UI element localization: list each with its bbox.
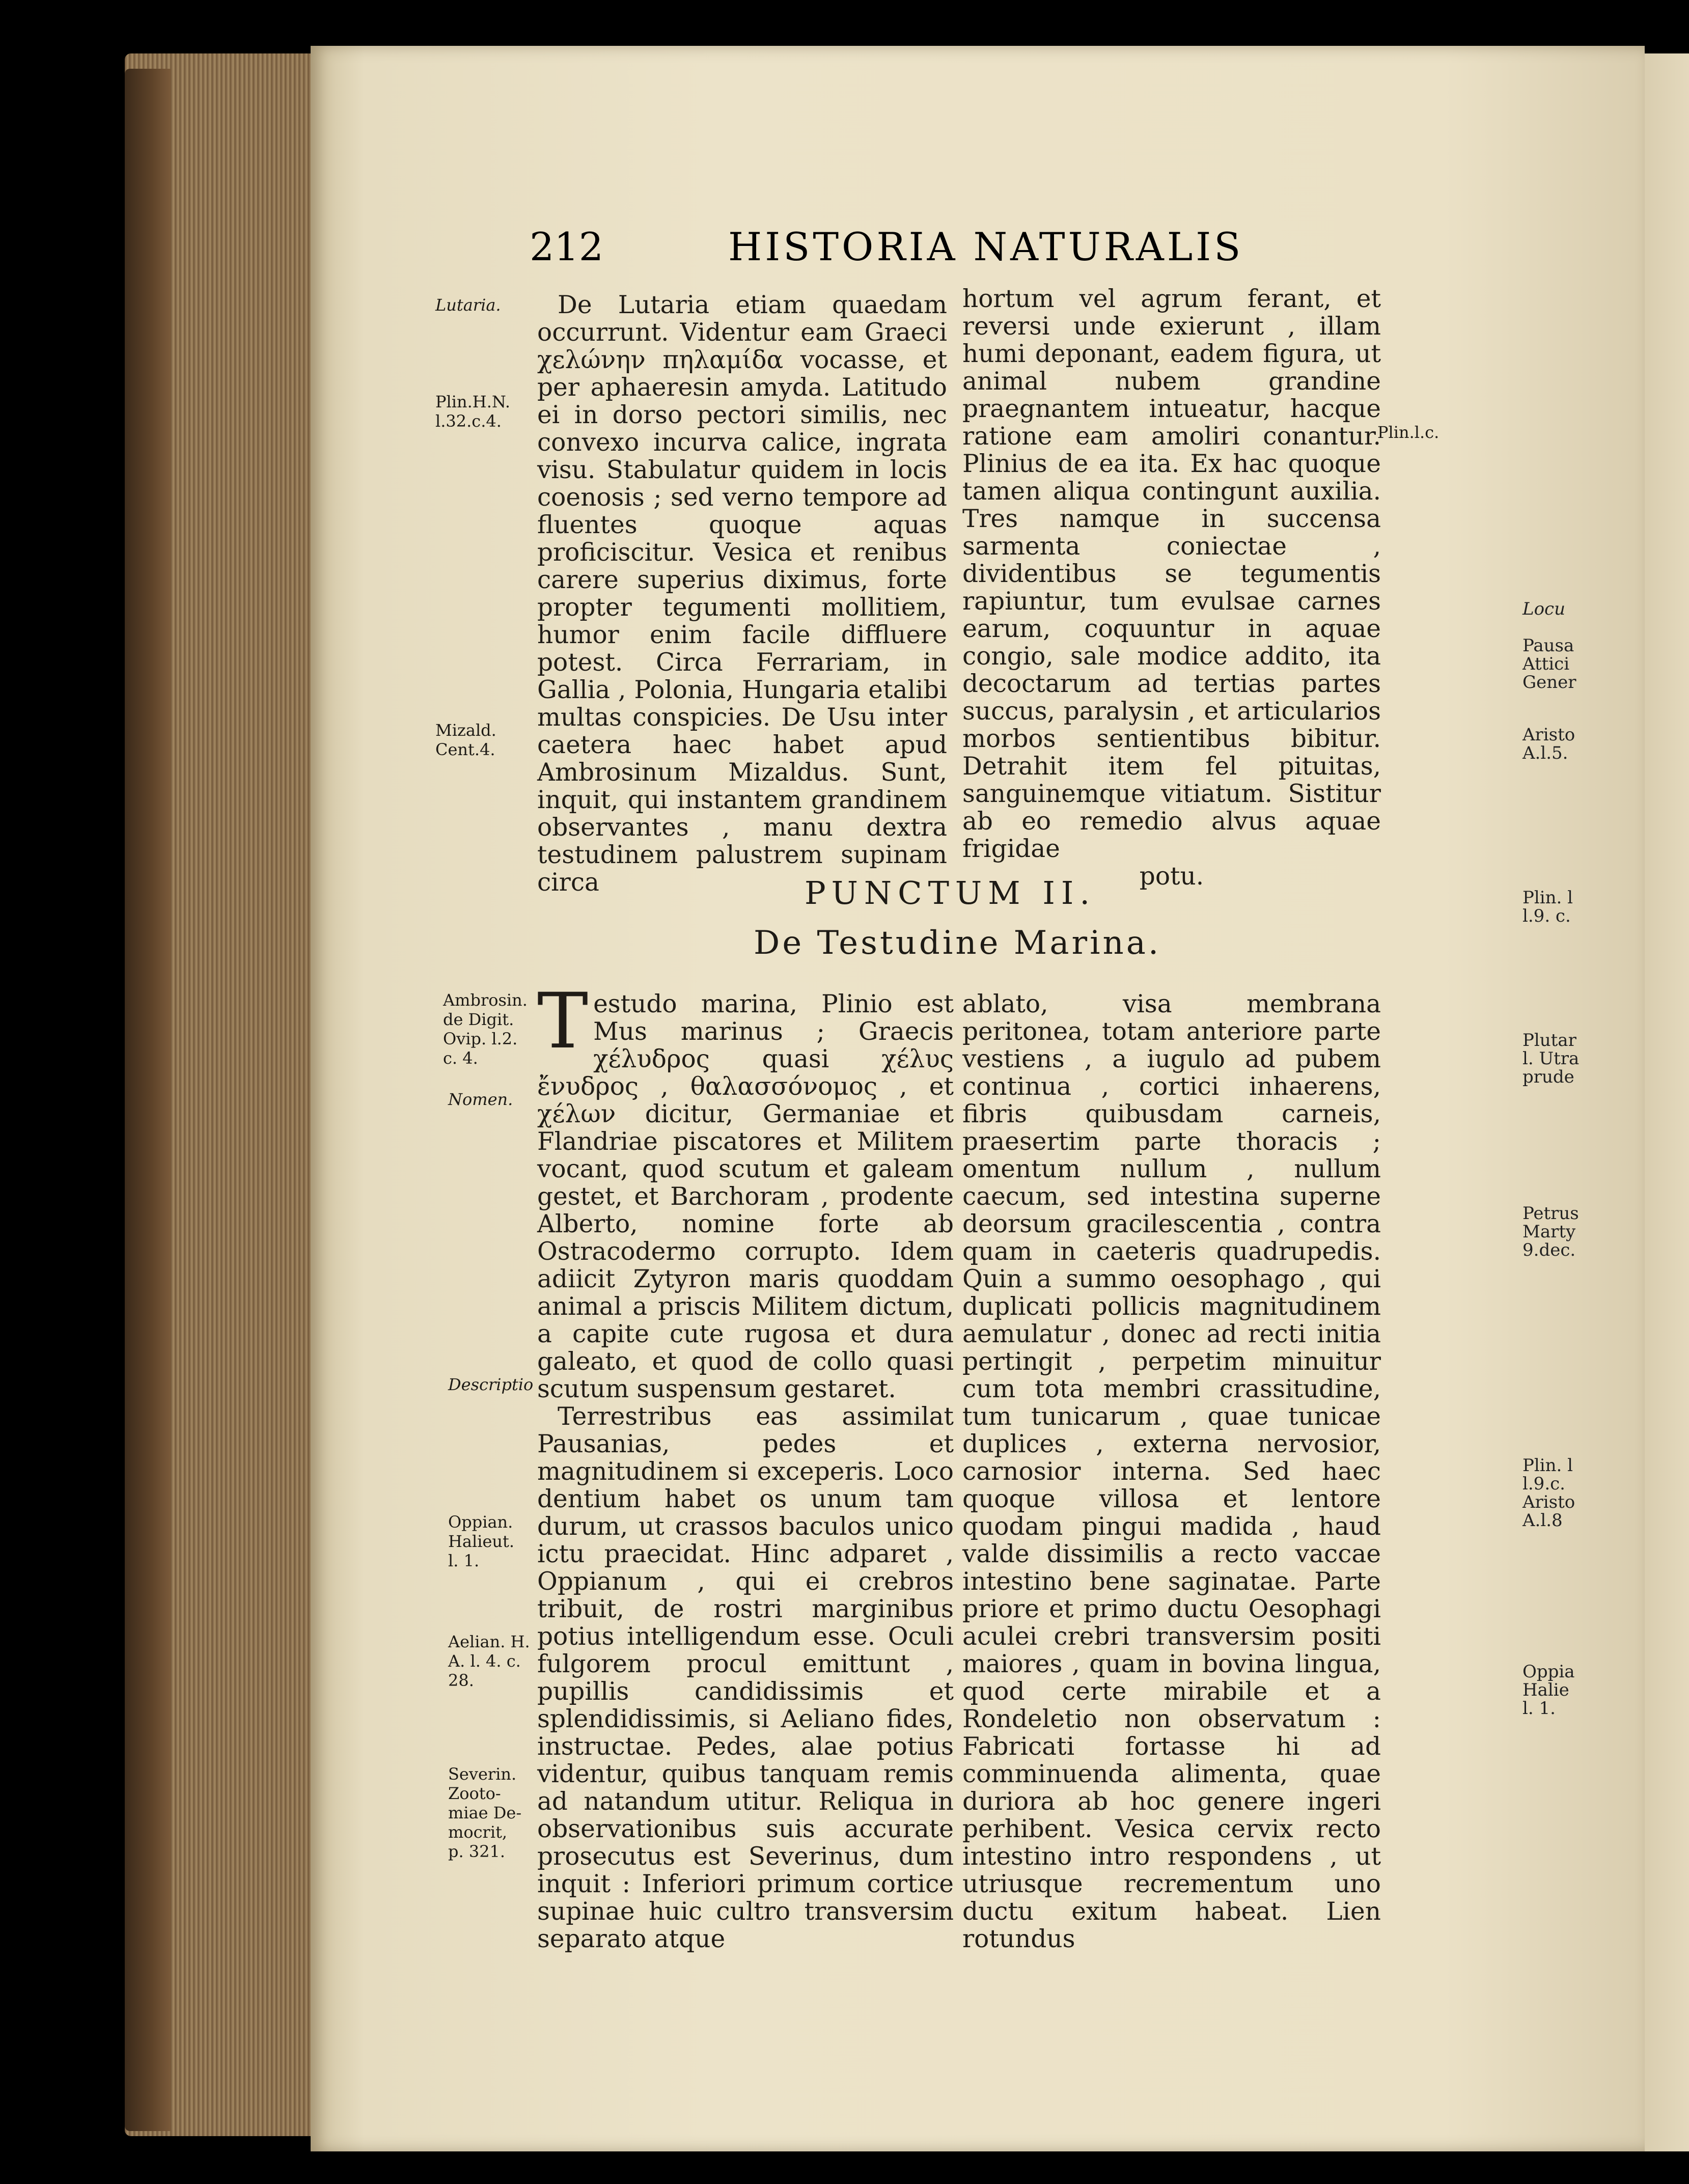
margin-note: Descriptio bbox=[448, 1375, 534, 1394]
margin-note: Severin. Zooto- miae De- mocrit, p. 321. bbox=[448, 1764, 522, 1861]
facing-margin-note: Plin. l l.9.c. Aristo A.l.8 bbox=[1522, 1455, 1575, 1531]
facing-margin-note: Plin. l l.9. c. bbox=[1522, 888, 1573, 926]
facing-margin-note: Aristo A.l.5. bbox=[1522, 725, 1575, 763]
margin-note: Plin.H.N. l.32.c.4. bbox=[435, 392, 510, 431]
book-spine bbox=[125, 69, 171, 2131]
margin-note: Ambrosin. de Digit. Ovip. l.2. c. 4. bbox=[443, 990, 528, 1068]
text-column bbox=[537, 291, 947, 896]
paragraph-text: estudo marina, Plinio est Mus marinus ; Graecis χέλυδρος quasi χέλυς ἔνυδρος , θαλασσόνομος , et χέλων dicitur, Germaniae et Flandriae piscatores et Militem vocant, quod scutum et galeam gestet, et Barchoram , prodente Alberto, nomine forte ab Ostracodermo corrupto. Idem adiicit Zytyron maris quoddam animal a priscis Militem dictum, a capite cute rugosa et dura galeato, et quod de collo quasi scutum suspensum gestaret. bbox=[537, 990, 954, 1403]
paragraph: ablato, visa membrana peritonea, totam anteriore parte vestiens , a iugulo ad pubem continua , cortici inhaerens, fibris quibusdam carneis, praesertim parte thoracis ; omentum nullum , nullum caecum, sed intestina superne deorsum gracilescentia , contra quam in caeteris quadrupedis. Quin a summo oesophago , qui duplicati pollicis magnitudinem aemulatur , donec ad recti initia pertingit , perpetim minuitur cum tota membri crassitudine, tum tunicarum , quae tunicae duplices , externa nervosior, carnosior interna. Sed haec quoque villosa et lentore quodam pingui madida , haud valde dissimilis a recto vaccae intestino bene saginatae. Parte priore et primo ductu Oesophagi aculei crebri transversim positi maiores , quam in bovina lingua, quod certe mirabile et a Rondeletio non observatum : Fabricati fortasse hi ad comminuenda alimenta, quae duriora ab hoc genere ingeri perhibent. Vesica cervix recto intestino intro respondens , ut utriusque recrementum uno ductu exitum habeat. Lien rotundus bbox=[962, 990, 1381, 1953]
facing-margin-note: Locu bbox=[1522, 599, 1565, 619]
drop-cap: T bbox=[537, 977, 589, 1066]
facing-margin-note: Petrus Marty 9.dec. bbox=[1522, 1203, 1579, 1260]
section-heading: PUNCTUM II. bbox=[805, 874, 1096, 911]
margin-note: Lutaria. bbox=[435, 295, 501, 315]
paragraph-end: potu. bbox=[1139, 862, 1204, 891]
paragraph bbox=[537, 977, 954, 1403]
margin-note: Nomen. bbox=[448, 1090, 513, 1109]
text-column bbox=[962, 285, 1381, 890]
facing-margin-note: Oppia Halie l. 1. bbox=[1522, 1662, 1575, 1719]
section-subheading: De Testudine Marina. bbox=[754, 924, 1161, 962]
paragraph: hortum vel agrum ferant, et reversi unde exierunt , illam humi deponant, eadem figura, ut animal nubem grandine praegnantem intueatur, hacque ratione eam amoliri conantur. Plinius de ea ita. Ex hac quoque tamen aliqua contingunt auxilia. Tres namque in succensa sarmenta coniectae , dividentibus se tegumentis rapiuntur, tum evulsae carnes earum, coquuntur in aquae congio, sale modice addito, ita decoctarum ad tertias partes succus, paralysin , et articularios morbos sentientibus bibitur. Detrahit item fel pituitas, sanguinemque vitiatum. Sistitur ab eo remedio alvus aquae frigidae bbox=[962, 285, 1381, 863]
margin-note: Mizald. Cent.4. bbox=[435, 721, 496, 759]
text-column bbox=[962, 990, 1381, 1953]
running-title: HISTORIA NATURALIS bbox=[728, 224, 1244, 269]
paragraph: Terrestribus eas assimilat Pausanias, pedes et magnitudinem si exceperis. Loco dentium habet os unum tam durum, ut crassos baculos unico ictu praecidat. Hinc adparet , Oppianum , qui ei crebros tribuit, de rostri marginibus potius intelligendum esse. Oculi fulgorem procul emittunt , pupillis candidissimis et splendidissimis, si Aeliano fides, instructae. Pedes, alae potius videntur, quibus tanquam remis ad natandum utitur. Reliqua in observationibus suis accurate prosecutus est Severinus, dum inquit : Inferiori primum cortice supinae huic cultro transversim separato atque bbox=[537, 1402, 954, 1953]
margin-note: Plin.l.c. bbox=[1377, 423, 1439, 442]
text-column bbox=[537, 977, 954, 1953]
margin-note: Aelian. H. A. l. 4. c. 28. bbox=[448, 1632, 530, 1690]
page-number: 212 bbox=[530, 224, 604, 269]
paragraph: De Lutaria etiam quaedam occurrunt. Videntur eam Graeci χελώνην πηλαμίδα vocasse, et per aphaeresin amyda. Latitudo ei in dorso pectori similis, nec convexo incurva calice, ingrata visu. Stabulatur quidem in locis coenosis ; sed verno tempore ad fluentes quoque aquas proficiscitur. Vesica et renibus carere superius diximus, forte propter tegumenti mollitiem, humor enim facile diffluere potest. Circa Ferrariam, in Gallia , Polonia, Hungaria etalibi multas conspicies. De Usu inter caetera haec habet apud Ambrosinum Mizaldus. Sunt, inquit, qui instantem grandinem observantes , manu dextra testudinem palustrem supinam circa bbox=[537, 291, 947, 897]
margin-note: Oppian. Halieut. l. 1. bbox=[448, 1512, 515, 1570]
facing-margin-note: Plutar l. Utra prude bbox=[1522, 1030, 1580, 1087]
facing-margin-note: Pausa Attici Gener bbox=[1522, 635, 1576, 693]
